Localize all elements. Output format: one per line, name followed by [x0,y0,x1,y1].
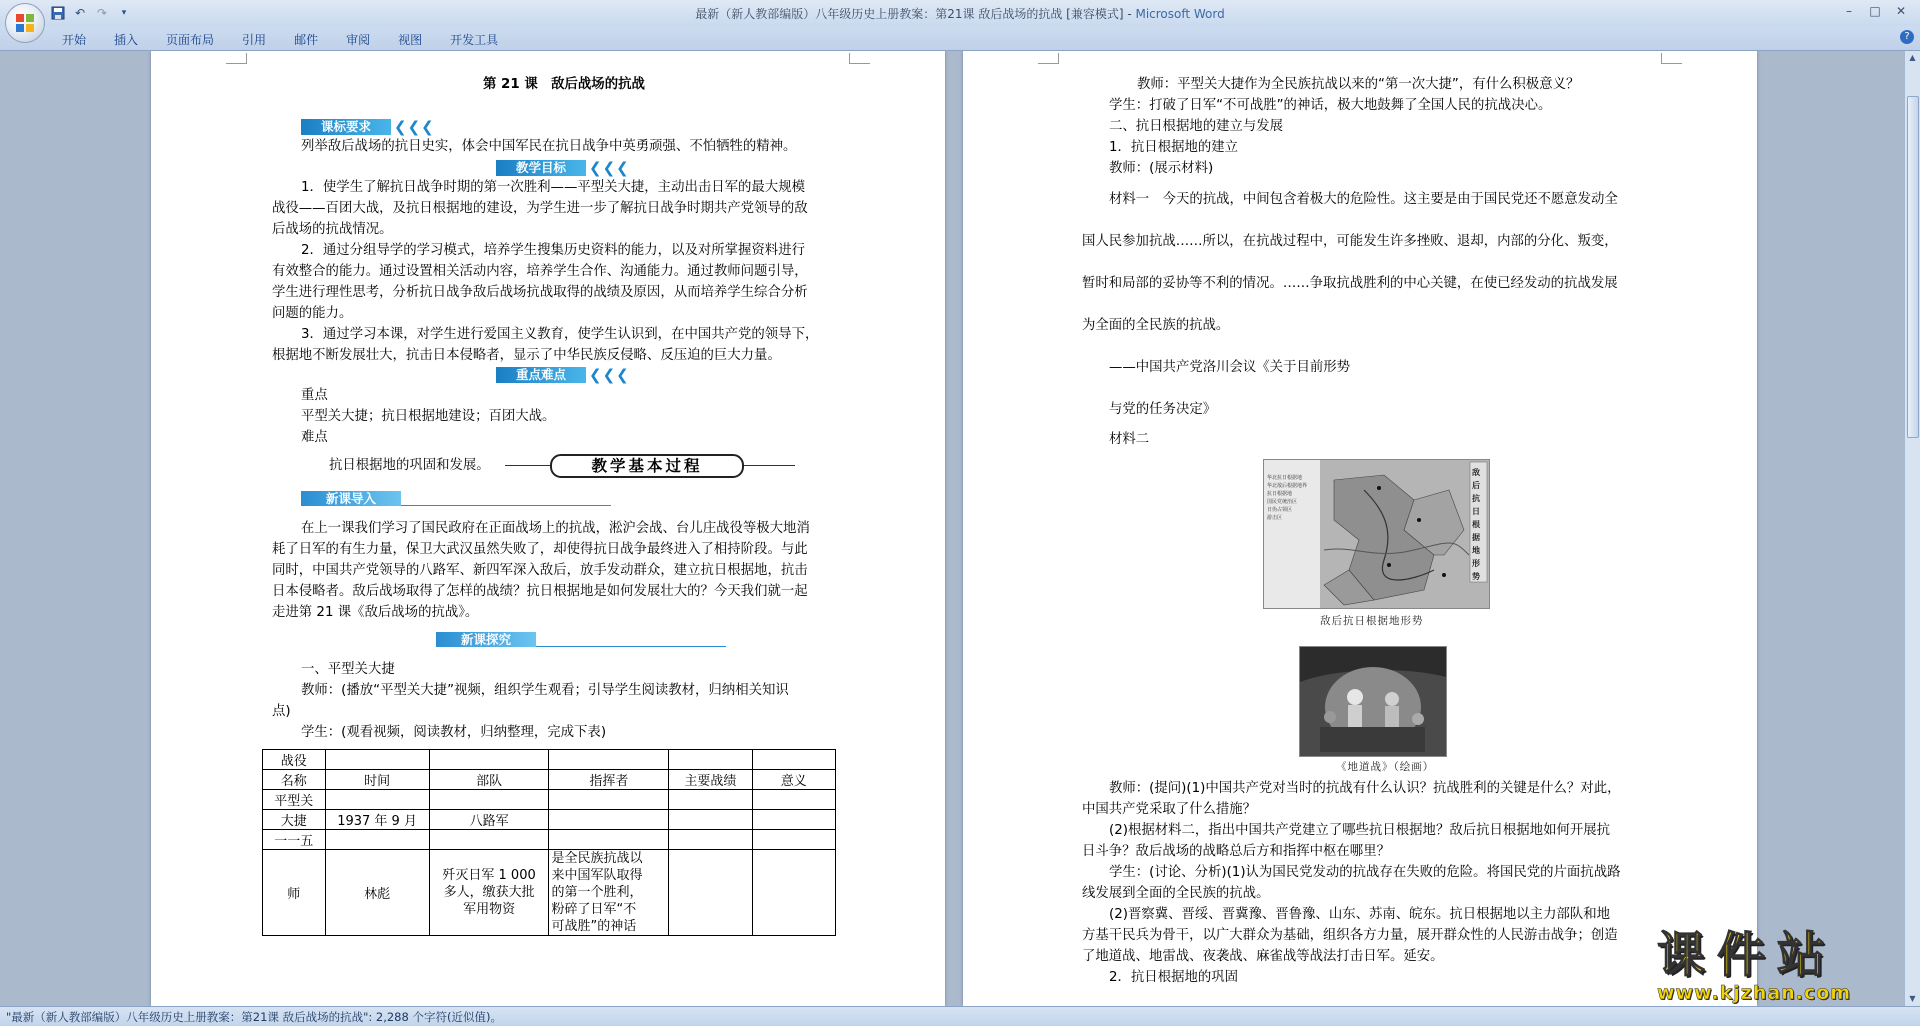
heading-explore: 新课探究 [436,632,536,647]
paragraph: 教师：平型关大捷作为全民族抗战以来的“第一次大捷”，有什么积极意义？ [1137,77,1580,92]
paragraph: 方基干民兵为骨干，以广大群众为基础，组织各方力量，展开群众性的人民游击战争；创造 [1082,928,1618,943]
divider [536,646,726,647]
scroll-up-icon[interactable]: ▲ [1909,53,1916,62]
margin-corner [1661,53,1682,64]
table-cell [429,750,549,770]
paragraph: 1．抗日根据地的建立 [1109,140,1239,155]
paragraph: 日斗争？敌后战场的战略总后方和指挥中枢在哪里？ [1082,844,1390,859]
divider [401,505,611,506]
margin-corner [226,53,247,64]
table-cell: 平型关 [263,790,326,810]
paragraph: 平型关大捷；抗日根据地建设；百团大战。 [301,409,556,424]
table-cell [752,850,835,936]
table-cell: 八路军 [429,810,549,830]
map-legend: 华北抗日根据地 华北敌后根据地界 抗日根据地 国民党统治区 日伪占领区 游击区 [1267,475,1308,521]
table-cell: 师 [263,850,326,936]
paragraph: 列举敌后战场的抗日史实，体会中国军民在抗日战争中英勇顽强、不怕牺牲的精神。 [301,139,797,154]
table-cell: 林彪 [325,850,429,936]
tab-page-layout[interactable]: 页面布局 [166,33,215,47]
paragraph: 材料二 [1109,432,1150,447]
watermark-url: www.kjzhan.com [1657,982,1852,1004]
table-cell [549,790,669,810]
paragraph: 走进第 21 课《敌后战场的抗战》。 [272,605,479,620]
minimize-button[interactable]: – [1846,4,1852,18]
paragraph: 有效整合的能力。通过设置相关活动内容，培养学生合作、沟通能力。通过教师问题引导， [272,264,808,279]
office-button[interactable] [5,3,45,43]
help-icon[interactable]: ? [1900,30,1914,44]
page-2[interactable] [963,51,1757,1006]
chevron-icon: ❮❮❮ [589,159,630,177]
paragraph: 2．抗日根据地的巩固 [1109,970,1239,985]
site-watermark [1657,928,1902,1008]
paragraph: 教师：(展示材料) [1109,161,1214,176]
paragraph: 材料一 今天的抗战，中间包含着极大的危险性。这主要是由于国民党还不愿意发动全 [1109,192,1618,207]
table-row [263,850,836,936]
paragraph: 耗了日军的有生力量，保卫大武汉虽然失败了，却使得抗日战争最终进入了相持阶段。与此 [272,542,808,557]
table-cell [549,810,669,830]
table-cell [549,830,669,850]
tab-view[interactable]: 视图 [398,33,423,47]
paragraph: 战役——百团大战，及抗日根据地的建设，为学生进一步了解抗日战争时期共产党领导的敌 [272,201,808,216]
painting-caption: 《地道战》（绘画） [1336,761,1435,773]
table-cell [669,790,752,810]
status-bar [0,1006,1920,1026]
title-bar [0,0,1920,26]
paragraph: 中国共产党采取了什么措施？ [1082,802,1257,817]
battle-table [262,749,836,936]
table-cell [325,750,429,770]
redo-icon[interactable]: ↷ [96,6,108,20]
table-cell: 意义 [752,770,835,790]
table-cell: 战役 [263,750,326,770]
paragraph: 学生：(讨论、分析)(1)认为国民党发动的抗战存在失败的危险。将国民党的片面抗战路 [1109,865,1621,880]
vertical-scrollbar[interactable] [1904,51,1920,1006]
paragraph: 为全面的全民族的抗战。 [1082,318,1230,333]
paragraph: 了地道战、地雷战、夜袭战、麻雀战等战法打击日军。延安。 [1082,949,1444,964]
dropdown-icon[interactable]: ▾ [121,8,127,18]
lesson-title: 第 21 课 敌后战场的抗战 [483,77,645,92]
ribbon-tabs [0,26,1920,51]
tab-mailings[interactable]: 邮件 [294,33,319,47]
heading-curriculum: 课标要求 [301,119,391,135]
table-row [263,770,836,790]
paragraph: 日本侵略者。敌后战场取得了怎样的战绩？抗日根据地是如何发展壮大的？今天我们就一起 [272,584,808,599]
paragraph: 重点 [301,388,328,403]
paragraph: (2)晋察冀、晋绥、晋冀豫、晋鲁豫、山东、苏南、皖东。抗日根据地以主力部队和地 [1109,907,1611,922]
paragraph: 教师：(播放“平型关大捷”视频，组织学生观看；引导学生阅读教材，归纳相关知识 [301,683,789,698]
table-row [263,810,836,830]
paragraph: 后战场的抗战情况。 [272,222,393,237]
table-cell [752,750,835,770]
watermark-title: 课件站 [1657,927,1838,983]
paragraph: 二、抗日根据地的建立与发展 [1109,119,1284,134]
table-row [263,830,836,850]
table-cell: 时间 [325,770,429,790]
table-cell [429,830,549,850]
tab-review[interactable]: 审阅 [346,33,371,47]
table-cell: 一一五 [263,830,326,850]
scroll-down-icon[interactable]: ▼ [1909,994,1916,1003]
paragraph: 与党的任务决定》 [1109,402,1217,417]
table-cell [752,790,835,810]
paragraph: 学生进行理性思考，分析抗日战争敌后战场抗战取得的战绩及原因，从而培养学生综合分析 [272,285,808,300]
table-cell [669,830,752,850]
table-cell: 是全民族抗战以 来中国军队取得 的第一个胜利， 粉碎了日军“不 可战胜”的神话 [549,850,669,936]
table-cell [429,790,549,810]
paragraph: 2．通过分组导学的学习模式，培养学生搜集历史资料的能力，以及对所掌握资料进行 [301,243,805,258]
table-row [263,790,836,810]
table-cell [752,830,835,850]
document-area [0,51,1905,1006]
table-cell [669,850,752,936]
table-cell [325,830,429,850]
heading-intro: 新课导入 [301,491,401,506]
table-cell: 名称 [263,770,326,790]
table-cell [325,790,429,810]
table-cell [669,810,752,830]
base-areas-map [1263,459,1490,609]
paragraph: 问题的能力。 [272,306,353,321]
table-cell: 指挥者 [549,770,669,790]
process-banner: 教学基本过程 [505,452,805,478]
window-title: 最新（新人教部编版）八年级历史上册教案：第21课 敌后战场的抗战 [兼容模式] - Microsoft Word [695,7,1225,21]
paragraph: 暂时和局部的妥协等不利的情况。……争取抗战胜利的中心关键，在使已经发动的抗战发展 [1082,276,1618,291]
scrollbar-thumb[interactable] [1907,96,1919,438]
paragraph: ——中国共产党洛川会议《关于目前形势 [1109,360,1351,375]
table-cell: 部队 [429,770,549,790]
table-cell [669,750,752,770]
margin-corner [849,53,870,64]
paragraph: 线发展到全面的全民族的抗战。 [1082,886,1270,901]
paragraph: 学生：打破了日军“不可战胜”的神话，极大地鼓舞了全国人民的抗战决心。 [1109,98,1552,113]
window-controls [1836,2,1914,20]
paragraph: 难点 [301,430,328,445]
heading-key-points: 重点难点 [496,367,586,383]
map-caption: 敌后抗日根据地形势 [1320,615,1424,627]
table-cell: 1937 年 9 月 [325,810,429,830]
paragraph: 同时，中国共产党领导的八路军、新四军深入敌后，放手发动群众，建立抗日根据地，抗击 [272,563,808,578]
table-cell: 歼灭日军 1 000 多人，缴获大批 军用物资 [429,850,549,936]
tab-home[interactable]: 开始 [62,33,87,47]
status-text: "最新（新人教部编版）八年级历史上册教案：第21课 敌后战场的抗战": 2,288 个字符(近似值)。 [6,1010,502,1024]
chevron-icon: ❮❮❮ [589,366,630,384]
paragraph: (2)根据材料二，指出中国共产党建立了哪些抗日根据地？敌后抗日根据地如何开展抗 [1109,823,1611,838]
map-side-title: 敌后抗日根据地形势 [1472,468,1480,581]
paragraph: 根据地不断发展壮大，抗击日本侵略者，显示了中华民族反侵略、反压迫的巨大力量。 [272,348,781,363]
page-1[interactable] [151,51,945,1006]
paragraph: 在上一课我们学习了国民政府在正面战场上的抗战，淞沪会战、台儿庄战役等极大地消 [301,521,810,536]
paragraph: 1．使学生了解抗日战争时期的第一次胜利——平型关大捷，主动出击日军的最大规模 [301,180,805,195]
paragraph: 教师：(提问)(1)中国共产党对当时的抗战有什么认识？抗战胜利的关键是什么？对此， [1109,781,1621,796]
table-row [263,750,836,770]
tab-insert[interactable]: 插入 [114,33,139,47]
paragraph: 一、平型关大捷 [301,662,395,677]
table-cell: 大捷 [263,810,326,830]
chevron-icon: ❮❮❮ [394,118,435,136]
tab-references[interactable]: 引用 [242,33,267,47]
maximize-button[interactable]: □ [1869,4,1881,18]
heading-objectives: 教学目标 [496,160,586,176]
paragraph: 国人民参加抗战……所以，在抗战过程中，可能发生许多挫败、退却，内部的分化、叛变， [1082,234,1618,249]
tunnel-war-painting [1299,646,1447,757]
tab-developer[interactable]: 开发工具 [450,33,499,47]
paragraph: 3．通过学习本课，对学生进行爱国主义教育，使学生认识到，在中国共产党的领导下， [301,327,819,342]
table-cell [752,810,835,830]
paragraph: 点) [272,704,291,719]
table-cell [549,750,669,770]
margin-corner [1038,53,1059,64]
close-button[interactable]: ✕ [1895,4,1907,18]
table-cell: 主要战绩 [669,770,752,790]
paragraph: 学生：(观看视频，阅读教材，归纳整理，完成下表) [301,725,607,740]
undo-icon[interactable]: ↶ [74,6,86,20]
paragraph: 抗日根据地的巩固和发展。 [329,458,490,473]
